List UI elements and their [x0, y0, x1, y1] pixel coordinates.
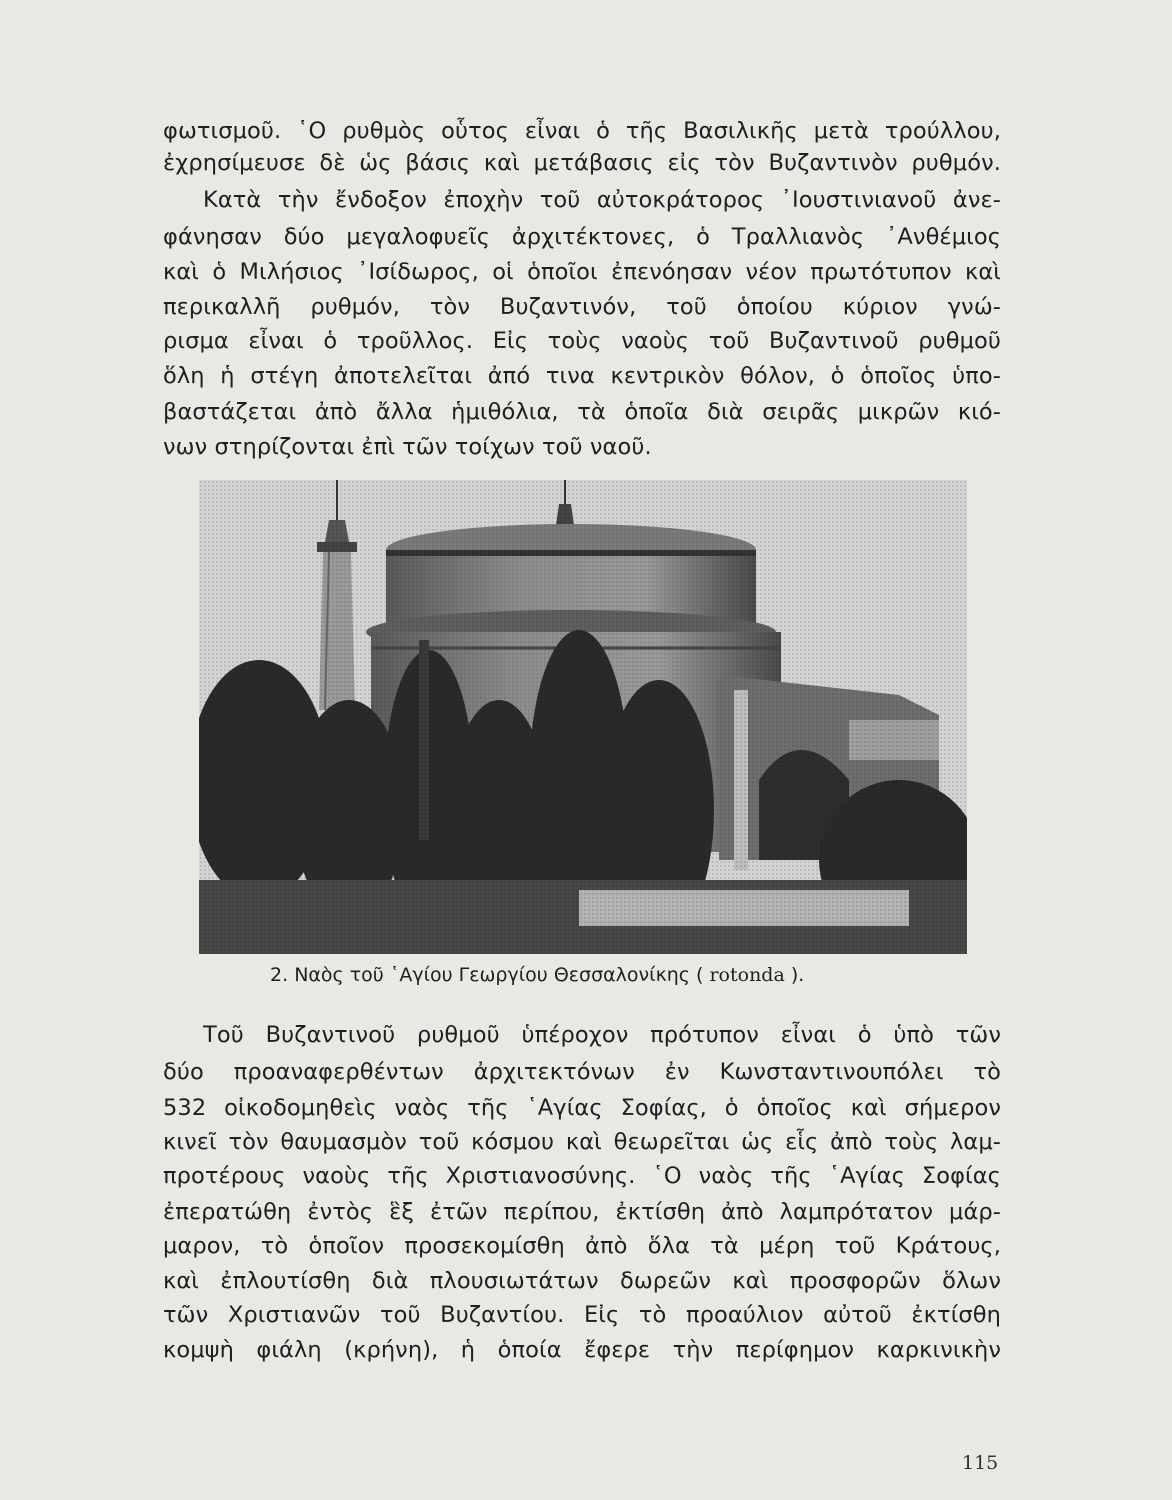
text-line: προτέρους ναοὺς τῆς Χριστιανοσύνης. ῾Ο ναὸς τῆς ῾Αγίας Σοφίας	[163, 1163, 1001, 1189]
text-line: Κατὰ τὴν ἔνδοξον ἐποχὴν τοῦ αὐτοκράτορος ᾿Ιουστινιανοῦ ἀνε-	[203, 187, 1001, 213]
text-line: μαρον, τὸ ὁποῖον προσεκομίσθη ἀπὸ ὅλα τὰ μέρη τοῦ Κράτους,	[163, 1233, 1001, 1259]
text-line: δύο προαναφερθέντων ἀρχιτεκτόνων ἐν Κωνσταντινουπόλει τὸ	[163, 1059, 1001, 1085]
caption-text: Ναὸς τοῦ ῾Αγίου Γεωργίου Θεσσαλονίκης (	[294, 964, 704, 986]
text-line: Τοῦ Βυζαντινοῦ ρυθμοῦ ὑπέροχον πρότυπον εἶναι ὁ ὑπὸ τῶν	[203, 1022, 1001, 1048]
text-line: φάνησαν δύο μεγαλοφυεῖς ἀρχιτέκτονες, ὁ Τραλλιανὸς ᾿Ανθέμιος	[163, 224, 1001, 250]
text-line: καὶ ὁ Μιλήσιος ᾿Ισίδωρος, οἱ ὁποῖοι ἐπενόησαν νέον πρωτότυπον καὶ	[163, 259, 1001, 285]
caption-number: 2.	[270, 964, 289, 986]
text-line: νων στηρίζονται ἐπὶ τῶν τοίχων τοῦ ναοῦ.	[163, 434, 652, 460]
text-line: καὶ ἐπλουτίσθη διὰ πλουσιωτάτων δωρεῶν καὶ προσφορῶν ὅλων	[163, 1268, 1001, 1294]
caption-end: ).	[790, 964, 805, 986]
page-number: 115	[962, 1452, 999, 1474]
figure-caption	[270, 962, 970, 988]
text-line: ἐπερατώθη ἐντὸς ἓξ ἐτῶν περίπου, ἐκτίσθη ἀπὸ λαμπρότατον μάρ-	[163, 1199, 1001, 1225]
caption-latin: rotonda	[709, 964, 785, 986]
rotonda-photograph	[199, 480, 967, 954]
text-line: κομψὴ φιάλη (κρήνη), ἡ ὁποία ἔφερε τὴν περίφημον καρκινικὴν	[163, 1337, 1001, 1363]
text-line: περικαλλῆ ρυθμόν, τὸν Βυζαντινόν, τοῦ ὁποίου κύριον γνώ-	[163, 294, 1001, 320]
text-line: 532 οἰκοδομηθεὶς ναὸς τῆς ῾Αγίας Σοφίας, ὁ ὁποῖος καὶ σήμερον	[163, 1095, 1001, 1121]
text-line: ἐχρησίμευσε δὲ ὡς βάσις καὶ μετάβασις εἰς τὸν Βυζαντινὸν ρυθμόν.	[163, 150, 1001, 176]
text-line: φωτισμοῦ. ῾Ο ρυθμὸς οὗτος εἶναι ὁ τῆς Βασιλικῆς μετὰ τρούλλου,	[163, 118, 1001, 144]
text-line: βαστάζεται ἀπὸ ἄλλα ἡμιθόλια, τὰ ὁποῖα διὰ σειρᾶς μικρῶν κιό-	[163, 399, 1001, 425]
text-line: ρισμα εἶναι ὁ τροῦλλος. Εἰς τοὺς ναοὺς τοῦ Βυζαντινοῦ ρυθμοῦ	[163, 328, 1001, 354]
text-line: τῶν Χριστιανῶν τοῦ Βυζαντίου. Εἰς τὸ προαύλιον αὐτοῦ ἐκτίσθη	[163, 1302, 1001, 1328]
text-line: κινεῖ τὸν θαυμασμὸν τοῦ κόσμου καὶ θεωρεῖται ὡς εἷς ἀπὸ τοὺς λαμ-	[163, 1129, 1001, 1155]
text-line: ὅλη ἡ στέγη ἀποτελεῖται ἀπό τινα κεντρικὸν θόλον, ὁ ὁποῖος ὑπο-	[163, 363, 1001, 389]
